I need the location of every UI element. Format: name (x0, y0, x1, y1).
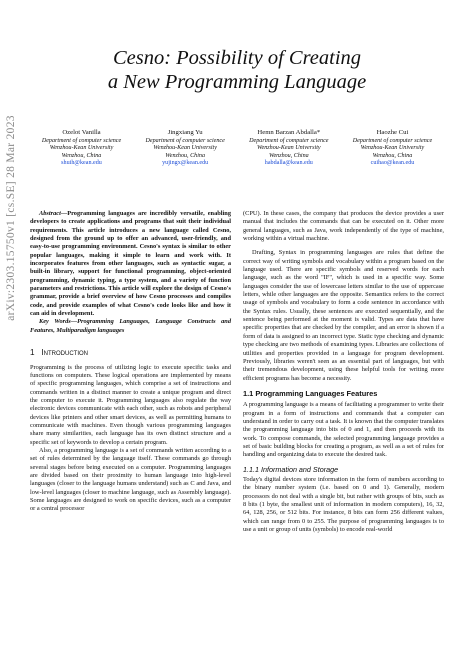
abstract (30, 210, 231, 318)
author-city: Wenzhou, China (165, 152, 206, 159)
author-department: Department of computer science (249, 137, 329, 144)
arxiv-sidebar (0, 115, 22, 321)
keywords (30, 318, 231, 335)
author-block (30, 129, 444, 168)
right-column (243, 210, 444, 534)
author-department: Department of computer science (41, 137, 122, 144)
author-university: Wenzhou-Kean University (49, 145, 114, 152)
abstract-label: Abstract (39, 210, 61, 217)
section-1-1-heading: 1.1 Programming Languages Features (243, 388, 378, 398)
author-city: Wenzhou, China (268, 152, 309, 159)
author-department: Department of computer science (145, 137, 225, 144)
author-email-link[interactable]: habdalla@kean.edu (264, 160, 313, 167)
author-2 (134, 129, 237, 168)
author-email-link[interactable]: shuih@kean.edu (61, 160, 102, 167)
author-name: Jingxiang Yu (167, 129, 203, 136)
title-line-2: a New Programming Language (107, 71, 367, 93)
author-name: Ozelot Vanilla (62, 129, 101, 136)
author-email-link[interactable]: yujingx@kean.edu (162, 160, 209, 167)
author-city: Wenzhou, China (61, 152, 102, 159)
section-1-1-1-heading: 1.1.1 Information and Storage (243, 464, 339, 474)
author-3 (237, 129, 340, 168)
author-university: Wenzhou-Kean University (153, 145, 217, 152)
title-line-1: Cesno: Possibility of Creating (112, 47, 362, 69)
author-department: Department of computer science (352, 137, 433, 144)
arxiv-identifier: arXiv:2303.15750v1 [cs.SE] 28 Mar 2023 (5, 115, 17, 321)
author-university: Wenzhou-Kean University (360, 145, 425, 152)
author-city: Wenzhou, China (372, 152, 413, 159)
author-4 (341, 129, 444, 168)
author-1 (30, 129, 133, 168)
abstract-text: —Programming languages are incredibly versatile, enabling developers to create applications and programs that suit their individual requirements. This article introduces a new language called Cesno, designed from the ground up to offer an advanced, user-friendly, and easy-to-use programming environment. Cesno's syntax is similar to other popular languages, making it simple to learn and work with. It incorporates features from other languages, such as syntactic sugar, a built-in library, support for functional programming, object-oriented programming, dynamic typing, a type system, and a variety of function parameters and restrictions. This article will explore the design of Cesno's grammar, provide a brief overview of how Cesno processes and compiles code, and provide examples of what Cesno's code looks like and how it can aid in development. (30, 210, 231, 318)
section-1-heading (30, 349, 231, 357)
left-column (30, 210, 231, 514)
drafting-paragraph: Drafting, Syntax in programming languages are rules that define the correct way of writing symbols and vocabulary within a program based on the language used. There are specific symbols and reserved words for each language, such as the word "IF", which is used in a specific way. Some languages consider the use of lowercase letters similar to the use of uppercase letters, while other languages are the opposite. Semantics refers to the correct usage of symbols and vocabulary to form a code sentence in accordance with the Syntax rules. Usually, these sentences are executed sequentially, and the sentence being performed at the moment is valid. Types are data that have specific properties that are checked by the compiler, and an error is shown if a form of data is assigned to an incorrect type. Static type checking and dynamic type checking are two methods of examining types. Libraries are collections of utilities and properties provided in a language for program development. Previously, libraries weren't seen as an essential part of languages, but with their tremendous development, using these helpful tools for writing more efficient programs has become a necessity. (243, 249, 444, 382)
author-name: Hemn Barzan Abdalla* (257, 129, 321, 136)
author-name: Haozhe Cui (376, 129, 409, 136)
keywords-label: Key Words (39, 318, 71, 326)
author-university: Wenzhou-Kean University (257, 145, 321, 152)
author-email-link[interactable]: cuihao@kean.edu (370, 160, 415, 167)
intro-continued: (CPU). In these cases, the company that produces the device provides a user manual that includes the commands that can be executed on it. Other more general languages, such as Java, work independently of the type of machine, working within a virtual machine. (243, 210, 444, 243)
paper-title (30, 46, 444, 94)
section-1-number: 1 (30, 348, 35, 358)
intro-paragraph-2: Also, a programming language is a set of commands written according to a set of rules determined by the language itself. These commands go through several stages before being executed on a computer. Programming languages are divided based on their proximity to human language into high-level languages (closer to the language humans understand) such as C and Java, and low-level languages (closer to machine language, such as Assembly language). Some languages are designed to work on specific devices, such as a computer or a central processor (30, 446, 231, 513)
section-1-title: Introduction (41, 348, 88, 358)
keywords-text: —Programming Languages, Language Constructs and Features, Multiparadigm languages (30, 318, 231, 334)
section-1-1-1-paragraph: Today's digital devices store information in the form of numbers according to the binary number system (i.e. based on 0 and 1). Generally, modern processors do not deal with a single bit, but rather with groups of bits, such as 8 bits (1 byte, the smallest unit of information in modern computers), 16, 32, 64, 128, 256, or 512 bits. For instance, 8 bits can form 256 different values, which can range from 0 to 255. The purpose of programming languages is to use a unit or group of units (symbols) to encode real-world (243, 475, 444, 534)
intro-paragraph-1: Programming is the process of utilizing logic to execute specific tasks and functions on computers. These logical operations are implemented by means of specific programming languages, which comprise a set of instructions and commands written in a distinct manner to create a unique program and direct the computer to execute it. Programming languages also regulate the way electronic devices communicate with each other, such as robots and peripheral devices like printers and other smart devices, as well as permitting humans to communicate with machines. Even though various programming languages share many similarities, each language has its own distinct structure and a specific set of keywords to develop a certain program. (30, 363, 231, 446)
section-1-1-paragraph: A programming language is a means of facilitating a programmer to write their program in a form of instructions and commands that a computer can understand in order to carry out a task. It is known that the computer translates the programming language into bits of 0 and 1, and then proceeds with its work. To compose commands, the selected programming language provides a set of basic building blocks for creating a program, as well as a set of rules for handling and organizing data to execute the desired task. (243, 401, 444, 459)
